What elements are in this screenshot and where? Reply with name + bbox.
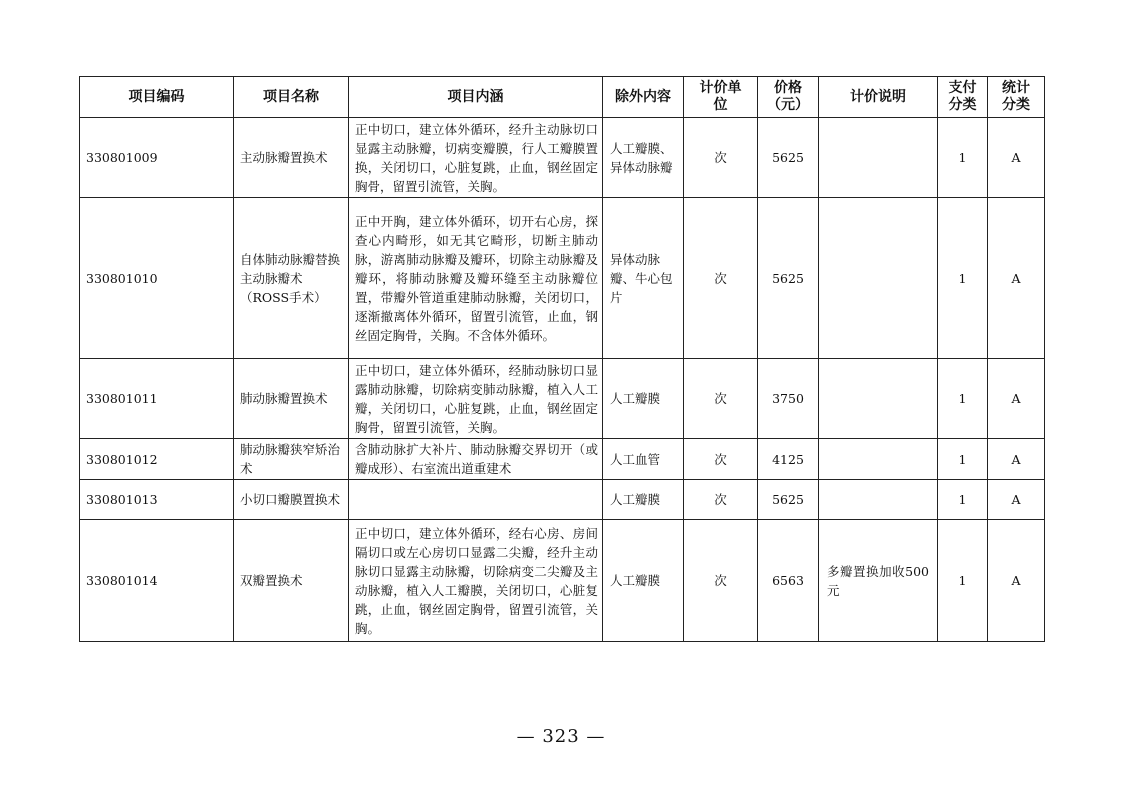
- table-row: [80, 480, 1045, 520]
- table-header-row: [80, 77, 1045, 118]
- fee-schedule-table: [79, 76, 1045, 642]
- cell-content: [349, 480, 603, 520]
- cell-note: 多瓣置换加收500元: [819, 520, 938, 642]
- header-unit: 计价单位: [684, 77, 758, 118]
- cell-content: 正中切口，建立体外循环，经右心房、房间隔切口或左心房切口显露二尖瓣，经升主动脉切口显露主动脉瓣，切除病变二尖瓣及主动脉瓣，植入人工瓣膜，关闭切口，心脏复跳，止血，钢丝固定胸骨，留置引流管，关胸。: [349, 520, 603, 642]
- cell-exclusion: 人工瓣膜: [603, 520, 684, 642]
- cell-unit: 次: [684, 480, 758, 520]
- cell-code: 330801012: [80, 439, 234, 480]
- cell-stat: A: [988, 439, 1045, 480]
- header-stat: 统计分类: [988, 77, 1045, 118]
- header-code: 项目编码: [80, 77, 234, 118]
- header-content: 项目内涵: [349, 77, 603, 118]
- cell-name: 小切口瓣膜置换术: [234, 480, 349, 520]
- header-price: 价格（元）: [758, 77, 819, 118]
- header-note: 计价说明: [819, 77, 938, 118]
- cell-price: 5625: [758, 480, 819, 520]
- cell-pay: 1: [938, 118, 988, 198]
- header-exclusion: 除外内容: [603, 77, 684, 118]
- page-number: — 323 —: [516, 726, 606, 747]
- cell-unit: 次: [684, 118, 758, 198]
- cell-exclusion: 人工瓣膜、异体动脉瓣: [603, 118, 684, 198]
- cell-unit: 次: [684, 520, 758, 642]
- cell-stat: A: [988, 520, 1045, 642]
- cell-pay: 1: [938, 198, 988, 359]
- cell-price: 4125: [758, 439, 819, 480]
- cell-content: 正中开胸，建立体外循环，切开右心房，探查心内畸形，如无其它畸形，切断主肺动脉，游离肺动脉瓣及瓣环，切除主动脉瓣及瓣环，将肺动脉瓣及瓣环缝至主动脉瓣位置，带瓣外管道重建肺动脉瓣，关闭切口，逐渐撤离体外循环，留置引流管，止血，钢丝固定胸骨，关胸。不含体外循环。: [349, 198, 603, 359]
- cell-exclusion: 人工血管: [603, 439, 684, 480]
- cell-exclusion: 异体动脉瓣、牛心包片: [603, 198, 684, 359]
- cell-note: [819, 480, 938, 520]
- cell-stat: A: [988, 198, 1045, 359]
- table-row: [80, 520, 1045, 642]
- cell-exclusion: 人工瓣膜: [603, 480, 684, 520]
- cell-note: [819, 439, 938, 480]
- cell-unit: 次: [684, 359, 758, 439]
- header-name: 项目名称: [234, 77, 349, 118]
- cell-note: [819, 359, 938, 439]
- cell-price: 3750: [758, 359, 819, 439]
- cell-name: 主动脉瓣置换术: [234, 118, 349, 198]
- cell-name: 肺动脉瓣狭窄矫治术: [234, 439, 349, 480]
- cell-price: 5625: [758, 198, 819, 359]
- table-row: [80, 359, 1045, 439]
- cell-pay: 1: [938, 520, 988, 642]
- cell-code: 330801009: [80, 118, 234, 198]
- cell-pay: 1: [938, 359, 988, 439]
- header-pay: 支付分类: [938, 77, 988, 118]
- cell-code: 330801014: [80, 520, 234, 642]
- cell-name: 双瓣置换术: [234, 520, 349, 642]
- cell-exclusion: 人工瓣膜: [603, 359, 684, 439]
- cell-content: 正中切口，建立体外循环，经肺动脉切口显露肺动脉瓣，切除病变肺动脉瓣，植入人工瓣，关闭切口，心脏复跳，止血，钢丝固定胸骨，留置引流管，关胸。: [349, 359, 603, 439]
- table-row: [80, 198, 1045, 359]
- cell-price: 6563: [758, 520, 819, 642]
- cell-content: 含肺动脉扩大补片、肺动脉瓣交界切开（或瓣成形）、右室流出道重建术: [349, 439, 603, 480]
- cell-code: 330801013: [80, 480, 234, 520]
- table-row: [80, 118, 1045, 198]
- cell-stat: A: [988, 118, 1045, 198]
- cell-name: 肺动脉瓣置换术: [234, 359, 349, 439]
- cell-name: 自体肺动脉瓣替换主动脉瓣术（ROSS手术）: [234, 198, 349, 359]
- cell-unit: 次: [684, 198, 758, 359]
- cell-content: 正中切口，建立体外循环，经升主动脉切口显露主动脉瓣，切病变瓣膜，行人工瓣膜置换，关闭切口，心脏复跳，止血，钢丝固定胸骨，留置引流管，关胸。: [349, 118, 603, 198]
- table-row: [80, 439, 1045, 480]
- cell-unit: 次: [684, 439, 758, 480]
- cell-pay: 1: [938, 439, 988, 480]
- cell-note: [819, 198, 938, 359]
- cell-note: [819, 118, 938, 198]
- cell-code: 330801010: [80, 198, 234, 359]
- cell-stat: A: [988, 359, 1045, 439]
- cell-pay: 1: [938, 480, 988, 520]
- cell-stat: A: [988, 480, 1045, 520]
- cell-price: 5625: [758, 118, 819, 198]
- cell-code: 330801011: [80, 359, 234, 439]
